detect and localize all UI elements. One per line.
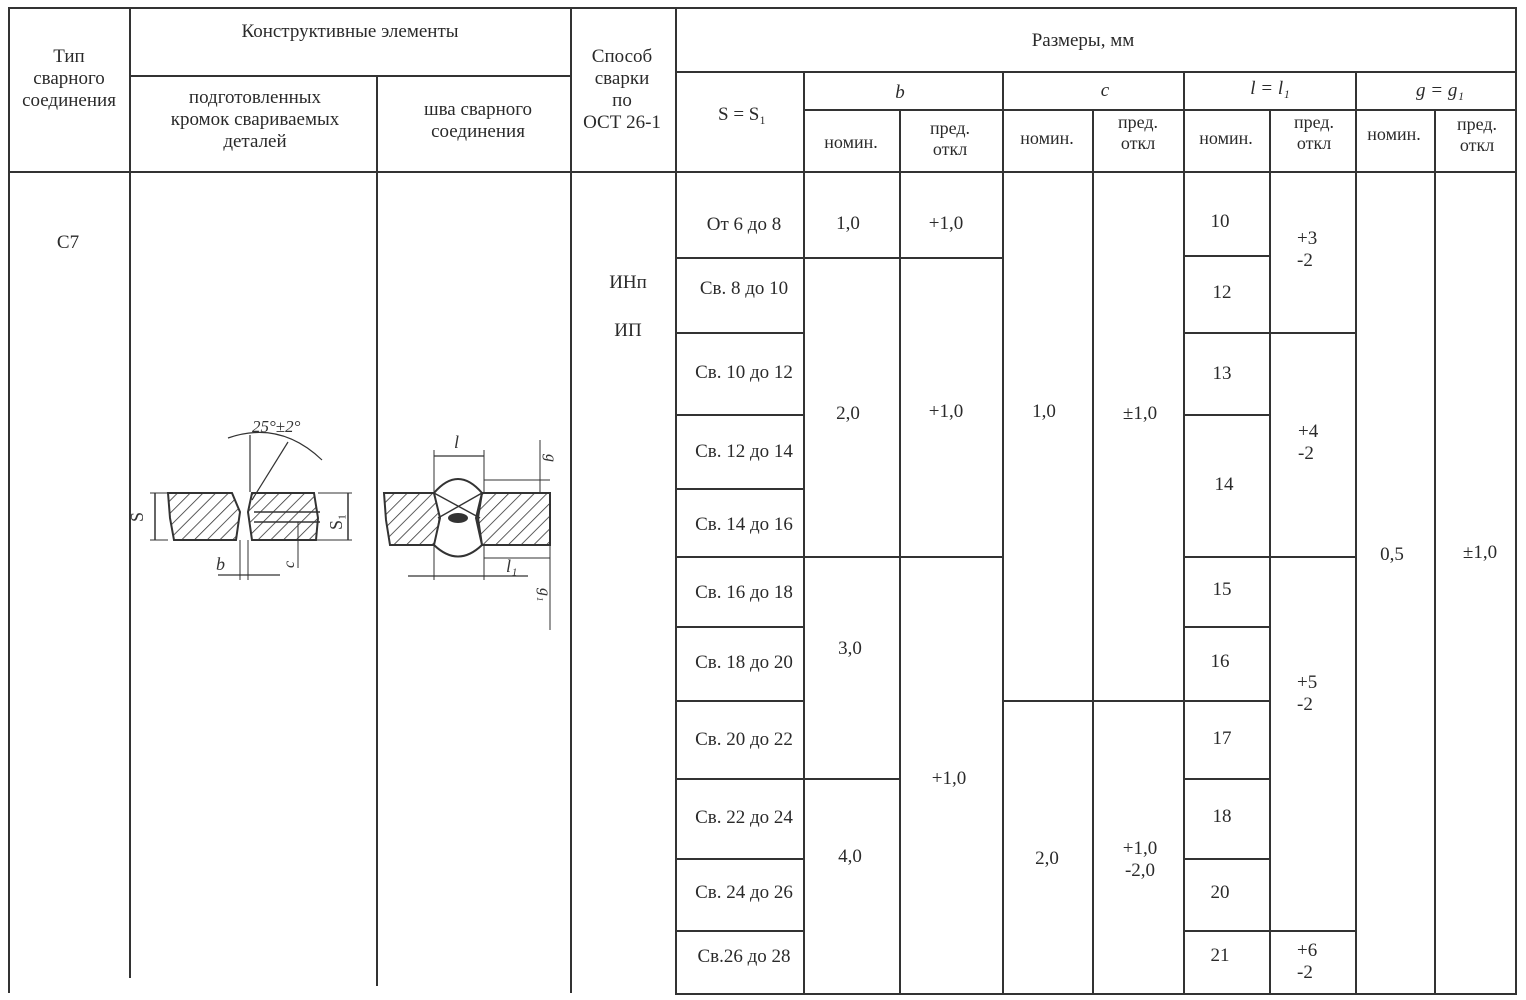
s-range-cell: Св. 8 до 10	[699, 278, 789, 299]
l-deviation-cell: +4 -2	[1298, 421, 1319, 464]
table-border	[1183, 255, 1269, 257]
table-border	[1434, 110, 1436, 995]
table-border	[570, 8, 572, 993]
s-header: S = S₁	[718, 104, 766, 125]
s1-dimension-label: S₁	[326, 513, 346, 530]
table-border	[8, 7, 1517, 9]
g-pred-header: пред. откл	[1456, 114, 1498, 155]
l-nominal-cell: 17	[1212, 728, 1232, 749]
table-border	[1183, 930, 1355, 932]
method-value: ИНп	[609, 272, 647, 293]
s-range-cell: Св. 24 до 26	[695, 882, 793, 903]
table-border	[1183, 626, 1269, 628]
l-nominal-cell: 14	[1214, 474, 1234, 495]
s-range-cell: Св. 10 до 12	[695, 362, 793, 383]
table-border	[1183, 858, 1269, 860]
angle-label: 25°±2°	[252, 417, 301, 436]
c-pred-header: пред. откл	[1117, 112, 1159, 153]
table-border	[675, 858, 803, 860]
table-border	[1002, 72, 1004, 995]
l-deviation-cell: +5 -2	[1297, 672, 1318, 715]
b-nominal-cell: 4,0	[838, 846, 862, 867]
l-deviation-cell: +6 -2	[1297, 940, 1318, 983]
g-nominal-cell: 0,5	[1380, 544, 1404, 565]
s-range-cell: Св. 14 до 16	[695, 514, 793, 535]
b-pred-header: пред. откл	[929, 118, 971, 159]
l-nominal-cell: 21	[1210, 945, 1230, 966]
table-border	[1183, 556, 1355, 558]
c-deviation-cell: +1,0 -2,0	[1122, 838, 1158, 881]
table-border	[675, 71, 1517, 73]
table-border	[675, 778, 899, 780]
table-border	[675, 488, 803, 490]
table-border	[1515, 8, 1517, 995]
b-nominal-cell: 1,0	[836, 213, 860, 234]
s-dimension-label: S	[127, 511, 147, 522]
b-nominal-cell: 2,0	[836, 403, 860, 424]
table-border	[1092, 110, 1094, 995]
l-nominal-cell: 12	[1212, 282, 1232, 303]
l-nomin-header: номин.	[1199, 128, 1253, 148]
b-dimension-label: b	[216, 554, 225, 574]
prepared-edges-drawing	[127, 400, 375, 600]
c-nomin-header: номин.	[1020, 128, 1074, 148]
s-range-cell: Св. 18 до 20	[695, 652, 793, 673]
table-border	[675, 993, 1517, 995]
weld-type-value: С7	[56, 232, 80, 253]
s-range-cell: Св. 22 до 24	[695, 807, 793, 828]
s-range-cell: Св. 16 до 18	[695, 582, 793, 603]
table-border	[1002, 700, 1183, 702]
b-deviation-cell: +1,0	[931, 768, 967, 789]
s-range-cell: Св.26 до 28	[697, 946, 791, 967]
s-range-cell: От 6 до 8	[706, 214, 782, 235]
table-border	[675, 626, 803, 628]
s-range-cell: Св. 12 до 14	[695, 441, 793, 462]
c-deviation-cell: ±1,0	[1122, 403, 1158, 424]
g-group-header: g = g₁	[1416, 80, 1464, 101]
b-group-header: b	[895, 82, 905, 103]
l-nominal-cell: 13	[1212, 363, 1232, 384]
table-border	[675, 556, 1002, 558]
table-border	[803, 72, 805, 995]
prepared-edges-header: подготовленных кромок свариваемых деталей	[170, 87, 340, 152]
construct-header: Конструктивные элементы	[241, 21, 459, 42]
b-deviation-cell: +1,0	[928, 401, 964, 422]
l-nominal-cell: 10	[1210, 211, 1230, 232]
weld-seam-header: шва сварного соединения	[423, 99, 533, 142]
table-border	[1355, 72, 1357, 995]
table-border	[1269, 110, 1271, 995]
c-dimension-label: c	[281, 560, 298, 568]
table-border	[8, 8, 10, 993]
b-nominal-cell: 3,0	[838, 638, 862, 659]
table-border	[1183, 414, 1269, 416]
s-range-cell: Св. 20 до 22	[695, 729, 793, 750]
c-nominal-cell: 2,0	[1035, 848, 1059, 869]
l-nominal-cell: 16	[1210, 651, 1230, 672]
method-header: Способ сварки по ОСТ 26-1	[583, 46, 661, 133]
table-border	[675, 332, 803, 334]
table-border	[675, 414, 803, 416]
g-dimension-label: g	[542, 454, 559, 462]
l-nominal-cell: 18	[1212, 806, 1232, 827]
table-border	[675, 8, 677, 995]
b-nomin-header: номин.	[824, 132, 878, 152]
weld-seam-drawing	[378, 420, 568, 640]
g1-dimension-label: g₁	[536, 588, 553, 602]
l1-dimension-label: l₁	[506, 556, 518, 576]
table-border	[803, 109, 1517, 111]
table-border	[8, 171, 1517, 173]
l-deviation-cell: +3 -2	[1297, 228, 1318, 271]
table-border	[675, 700, 803, 702]
c-nominal-cell: 1,0	[1032, 401, 1056, 422]
method-value: ИП	[614, 320, 642, 341]
l-nominal-cell: 20	[1210, 882, 1230, 903]
l-group-header: l = l₁	[1250, 78, 1290, 99]
table-border	[1183, 700, 1269, 702]
table-border	[129, 75, 572, 77]
sizes-header: Размеры, мм	[1031, 30, 1135, 51]
l-pred-header: пред. откл	[1293, 112, 1335, 153]
b-deviation-cell: +1,0	[928, 213, 964, 234]
table-border	[675, 930, 803, 932]
type-header: Тип сварного соединения	[22, 46, 116, 111]
table-border	[1183, 72, 1185, 995]
c-group-header: c	[1100, 80, 1110, 101]
g-deviation-cell: ±1,0	[1462, 542, 1498, 563]
table-border	[1183, 778, 1269, 780]
table-border	[675, 257, 1002, 259]
table-border	[899, 110, 901, 995]
l-dimension-label: l	[454, 432, 460, 452]
table-border	[1183, 332, 1355, 334]
g-nomin-header: номин.	[1367, 124, 1421, 144]
l-nominal-cell: 15	[1212, 579, 1232, 600]
